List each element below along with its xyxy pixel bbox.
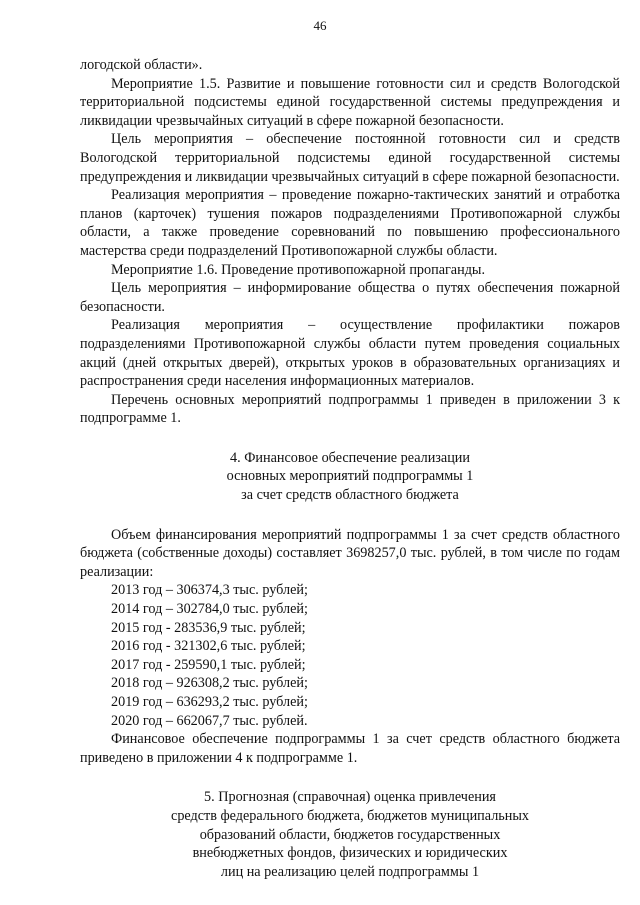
year-item: 2014 год – 302784,0 тыс. рублей; [111, 601, 308, 618]
year-item: 2017 год - 259590,1 тыс. рублей; [111, 656, 306, 673]
paragraph: Реализация мероприятия – проведение пожарно-тактических занятий и отработка планов (карточек) тушения пожаров подразделениями Противопожарной службы области, а также проведение соревнований по повышению профессионального мастерства среди подразделений Противопожарной службы области. [80, 187, 620, 259]
yearly-financing-list [80, 581, 620, 730]
financing-intro: Объем финансирования мероприятий подпрограммы 1 за счет средств областного бюджета (собственные доходы) составляет 3698257,0 тыс. рублей, в том числе по годам реализации: [80, 526, 620, 580]
heading-line: за счет средств областного бюджета [241, 487, 459, 504]
paragraph: Цель мероприятия – информирование общества о путях обеспечения пожарной безопасности. [80, 280, 620, 315]
heading-line: лиц на реализацию целей подпрограммы 1 [220, 863, 480, 880]
paragraph: Мероприятие 1.6. Проведение противопожарной пропаганды. [111, 261, 485, 278]
heading-line: средств федерального бюджета, бюджетов муниципальных [171, 807, 529, 824]
paragraph: логодской области». [80, 57, 203, 73]
heading-line: внебюджетных фондов, физических и юридических [192, 845, 508, 862]
paragraph: Реализация мероприятия – осуществление профилактики пожаров подразделениями Противопожарной службы области путем проведения социальных акций (дней открытых дверей), открытых уроков в образовательных организациях и распространения среди населения информационных материалов. [80, 317, 620, 390]
paragraph: Мероприятие 1.5. Развитие и повышение готовности сил и средств Вологодской территориальной подсистемы единой государственной системы предупреждения и ликвидации чрезвычайных ситуаций в сфере пожарной безопасности. [80, 75, 620, 129]
year-item: 2016 год - 321302,6 тыс. рублей; [111, 638, 306, 655]
year-item: 2015 год - 283536,9 тыс. рублей; [111, 619, 306, 636]
document-body [80, 56, 620, 881]
heading-line: 4. Финансовое обеспечение реализации [230, 449, 470, 466]
paragraph: Перечень основных мероприятий подпрограммы 1 приведен в приложении 3 к подпрограмме 1. [80, 391, 620, 427]
year-item: 2018 год – 926308,2 тыс. рублей; [111, 675, 308, 692]
year-item: 2019 год – 636293,2 тыс. рублей; [111, 694, 308, 710]
section-5-heading [80, 788, 620, 881]
heading-line: 5. Прогнозная (справочная) оценка привлечения [204, 789, 496, 806]
heading-line: основных мероприятий подпрограммы 1 [226, 468, 474, 485]
paragraph: Цель мероприятия – обеспечение постоянной готовности сил и средств Вологодской территориальной подсистемы единой государственной системы предупреждения и ликвидации чрезвычайных ситуаций в сфере пожарной безопасности. [80, 131, 620, 185]
page-number: 46 [313, 18, 327, 33]
heading-line: образований области, бюджетов государственных [199, 826, 501, 843]
section-4-heading [80, 449, 620, 505]
year-item: 2013 год – 306374,3 тыс. рублей; [111, 582, 308, 599]
financing-closing: Финансовое обеспечение подпрограммы 1 за счет средств областного бюджета приведено в приложении 4 к подпрограмме 1. [80, 731, 620, 766]
year-item: 2020 год – 662067,7 тыс. рублей. [111, 712, 308, 729]
